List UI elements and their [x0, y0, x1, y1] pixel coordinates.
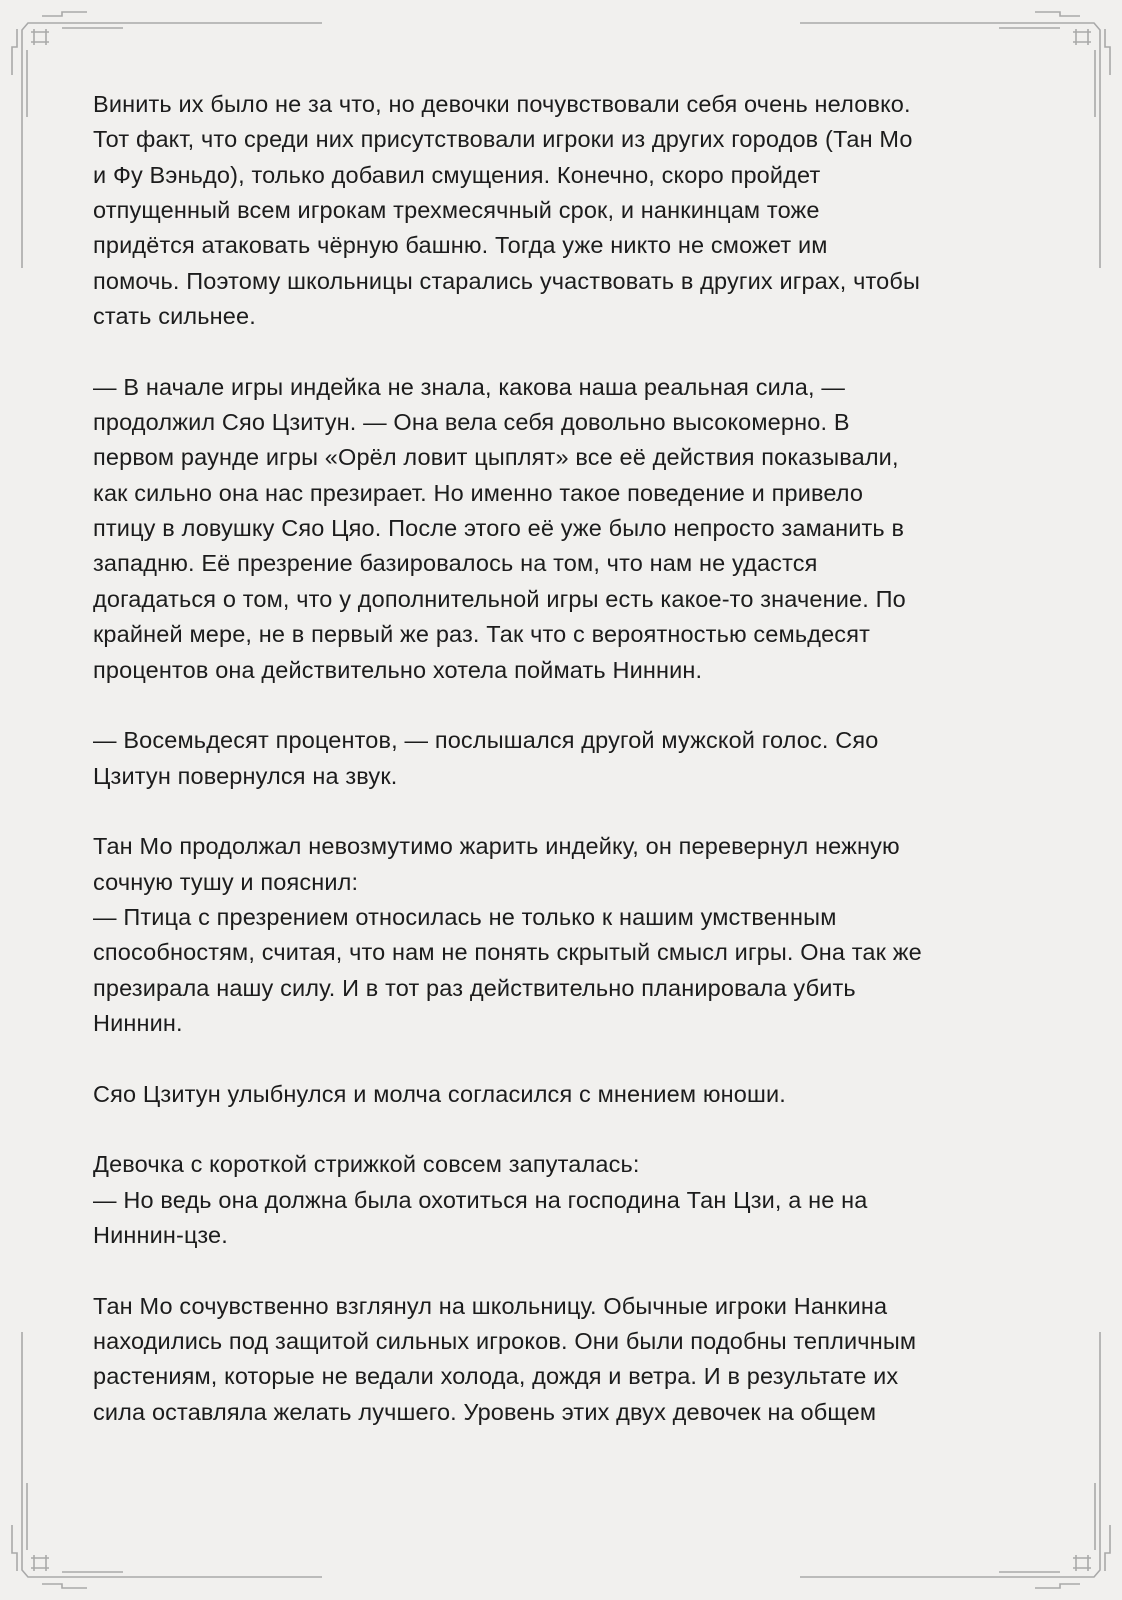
- text-line: процентов она действительно хотела поймать Ниннин.: [93, 656, 703, 683]
- text-line: стать сильнее.: [93, 303, 256, 330]
- text-line: Тан Мо продолжал невозмутимо жарить индейку, он перевернул нежную: [93, 833, 900, 860]
- paragraph: [93, 1077, 1033, 1112]
- text-line: презирала нашу силу. И в тот раз действительно планировала убить: [93, 974, 856, 1001]
- text-line: сочную тушу и пояснил:: [93, 868, 359, 895]
- text-line: — В начале игры индейка не знала, какова наша реальная сила, —: [93, 373, 846, 400]
- text-line: — Но ведь она должна была охотиться на господина Тан Цзи, а не на: [93, 1186, 868, 1213]
- text-line: отпущенный всем игрокам трехмесячный срок, и нанкинцам тоже: [93, 197, 820, 224]
- text-line: продолжил Сяо Цзитун. — Она вела себя довольно высокомерно. В: [93, 409, 850, 436]
- paragraph: [93, 1289, 1033, 1430]
- text-line: находились под защитой сильных игроков. Они были подобны тепличным: [93, 1328, 917, 1355]
- text-line: помочь. Поэтому школьницы старались участвовать в других играх, чтобы: [93, 267, 921, 294]
- text-line: крайней мере, не в первый же раз. Так что с вероятностью семьдесят: [93, 621, 871, 648]
- paragraph: [93, 829, 1033, 1041]
- text-line: Девочка с короткой стрижкой совсем запуталась:: [93, 1151, 640, 1178]
- text-line: сила оставляла желать лучшего. Уровень этих двух девочек на общем: [93, 1398, 877, 1425]
- text-line: способностям, считая, что нам не понять скрытый смысл игры. Она так же: [93, 939, 922, 966]
- text-line: Цзитун повернулся на звук.: [93, 762, 398, 789]
- text-line: Ниннин-цзе.: [93, 1222, 228, 1248]
- paragraph-spacer: [93, 1253, 1033, 1288]
- paragraph-spacer: [93, 688, 1033, 723]
- paragraph-spacer: [93, 794, 1033, 829]
- text-line: растениям, которые не ведали холода, дождя и ветра. И в результате их: [93, 1363, 899, 1390]
- text-line: и Фу Вэньдо), только добавил смущения. Конечно, скоро пройдет: [93, 161, 821, 188]
- paragraph-spacer: [93, 334, 1033, 369]
- text-line: придётся атаковать чёрную башню. Тогда уже никто не сможет им: [93, 232, 828, 259]
- paragraph: [93, 723, 1033, 794]
- paragraph: [93, 370, 1033, 688]
- text-line: птицу в ловушку Сяо Цяо. После этого её уже было непросто заманить в: [93, 515, 905, 542]
- text-line: Тот факт, что среди них присутствовали игроки из других городов (Тан Мо: [93, 126, 913, 153]
- paragraph-spacer: [93, 1041, 1033, 1076]
- text-line: Ниннин.: [93, 1009, 183, 1036]
- text-line: — Птица с презрением относилась не только к нашим умственным: [93, 903, 837, 930]
- text-line: как сильно она нас презирает. Но именно такое поведение и привело: [93, 479, 864, 506]
- text-line: первом раунде игры «Орёл ловит цыплят» все её действия показывали,: [93, 444, 899, 471]
- text-line: западню. Её презрение базировалось на том, что нам не удастся: [93, 550, 818, 577]
- text-line: догадаться о том, что у дополнительной игры есть какое-то значение. По: [93, 585, 906, 612]
- paragraph-spacer: [93, 1112, 1033, 1147]
- document-body: [93, 87, 1033, 1430]
- text-line: Винить их было не за что, но девочки почувствовали себя очень неловко.: [93, 91, 911, 117]
- text-line: Тан Мо сочувственно взглянул на школьницу. Обычные игроки Нанкина: [93, 1292, 888, 1319]
- text-line: Сяо Цзитун улыбнулся и молча согласился с мнением юноши.: [93, 1080, 786, 1107]
- paragraph: [93, 87, 1033, 334]
- text-line: — Восемьдесят процентов, — послышался другой мужской голос. Сяо: [93, 727, 879, 754]
- paragraph: [93, 1147, 1033, 1253]
